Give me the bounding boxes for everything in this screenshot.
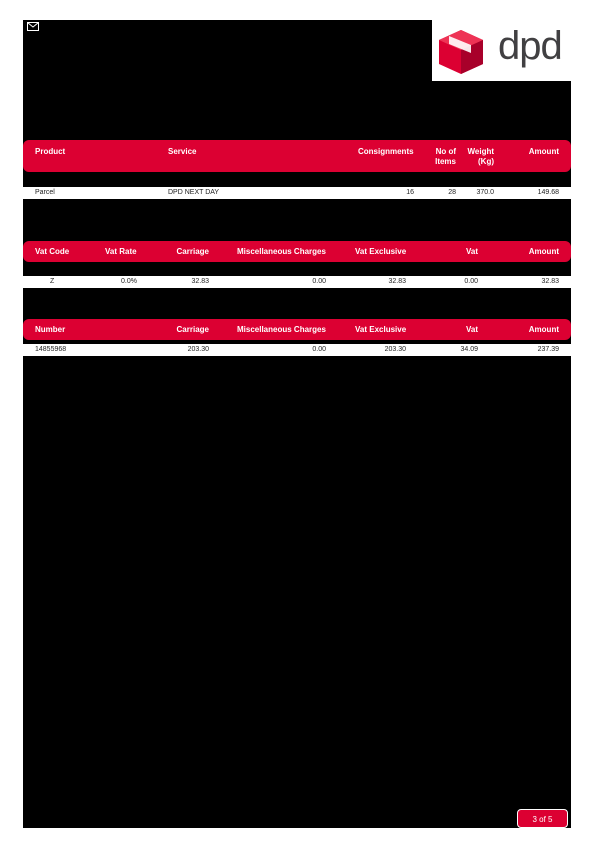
col-amount: Amount <box>528 325 559 334</box>
col-vat-rate: Vat Rate <box>105 247 137 256</box>
col-weight-line1: Weight <box>467 147 494 156</box>
cell-misc: 0.00 <box>312 346 326 353</box>
number-table-header <box>23 319 571 340</box>
cell-weight: 370.0 <box>476 189 494 196</box>
cell-vat: 0.00 <box>464 278 478 285</box>
col-vat-code: Vat Code <box>35 247 70 256</box>
cell-amount: 237.39 <box>537 346 559 353</box>
cell-vat: 34.09 <box>460 346 478 353</box>
col-items-line1: No of <box>435 147 456 156</box>
cell-vat-exclusive: 203.30 <box>384 346 406 353</box>
cell-vat-rate: 0.0% <box>121 278 137 285</box>
cell-items: 28 <box>448 189 456 196</box>
col-product: Product <box>35 147 66 156</box>
col-carriage: Carriage <box>176 247 209 256</box>
col-number: Number <box>35 325 66 334</box>
dpd-wordmark: dpd <box>498 24 562 68</box>
col-consignments: Consignments <box>358 147 414 156</box>
col-service: Service <box>168 147 197 156</box>
col-amount: Amount <box>528 247 559 256</box>
cell-number: 14855968 <box>35 346 67 353</box>
dpd-cube-icon <box>436 28 486 76</box>
col-carriage: Carriage <box>176 325 209 334</box>
col-vat-exclusive: Vat Exclusive <box>355 247 407 256</box>
cell-misc: 0.00 <box>312 278 326 285</box>
cell-amount: 149.68 <box>537 189 559 196</box>
dpd-logo <box>432 20 571 81</box>
col-vat-exclusive: Vat Exclusive <box>355 325 407 334</box>
table-row <box>23 187 571 199</box>
vat-table-header <box>23 241 571 262</box>
table-row <box>23 276 571 288</box>
cell-service: DPD NEXT DAY <box>168 189 220 196</box>
page-indicator: 3 of 5 <box>517 809 568 828</box>
products-table-header <box>23 140 571 172</box>
col-items-line2: Items <box>435 157 456 166</box>
envelope-icon <box>27 22 39 31</box>
cell-consignments: 16 <box>406 189 414 196</box>
cell-carriage: 32.83 <box>191 278 209 285</box>
col-weight-line2: (Kg) <box>478 157 494 166</box>
table-row <box>23 344 571 356</box>
col-vat: Vat <box>465 325 478 334</box>
cell-amount: 32.83 <box>541 278 559 285</box>
cell-vat-code: Z <box>50 278 55 285</box>
col-amount: Amount <box>528 147 559 156</box>
cell-vat-exclusive: 32.83 <box>388 278 406 285</box>
cell-product: Parcel <box>35 189 55 196</box>
col-misc-charges: Miscellaneous Charges <box>237 325 326 334</box>
col-misc-charges: Miscellaneous Charges <box>237 247 326 256</box>
cell-carriage: 203.30 <box>187 346 209 353</box>
col-vat: Vat <box>465 247 478 256</box>
